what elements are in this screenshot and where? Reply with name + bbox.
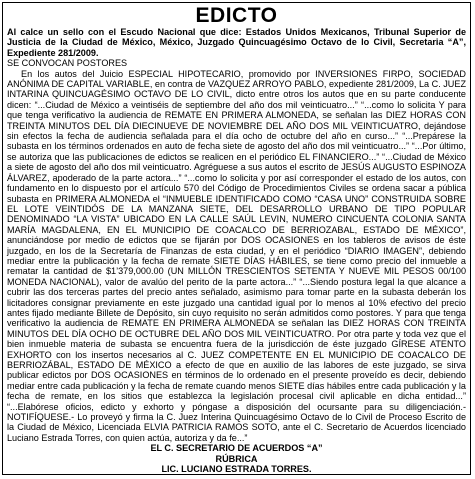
signature-title: EL C. SECRETARIO DE ACUERDOS “A” — [150, 443, 323, 454]
edict-body: En los autos del Juicio ESPECIAL HIPOTECARIO, promovido por INVERSIONES FIRPO, SOCIEDAD ANÓNIMA DE CAPITAL VARIABLE, en contra de VAZQUEZ ARROYO PABLO, expediente 281/2009, La C. JUEZ INTARINA QUINCUAGÉSIMO OCTAVO DE LO CIVIL, dicto entre otros los autos que en su parte conducente dicen: “...Ciudad de México a veintiséis de septiembre del año dos mil veinticuatro...” “...como lo solicita Y para que tenga verificativo la audiencia de REMATE EN PRIMERA ALMONEDA, se señalan las DIEZ HORAS CON TREINTA MINUTOS DEL DÍA DIECINUEVE DE NOVIEMBRE DEL AÑO DOS MIL VEINTICUATRO, dejándose sin efectos la fecha de audiencia señalada para el día ocho de octubre del año en curso...” “...Prepárese la subasta en los términos ordenados en auto de fecha siete de agosto del año dos mil veinticuatro...” “...Por último, se autoriza que las publicaciones de edictos se realicen en el periódico EL FINANCIERO...” “...Ciudad de México a siete de agosto del año dos mil veinticuatro. Agréguese a sus autos el escrito de JESÚS AUGUSTO ESPINOZA ÁLVAREZ, apoderado de la parte actora...” “...como lo solicita y por así corresponder el estado de los autos, con fundamento en lo dispuesto por el artículo 570 del Código de Procedimientos Civiles se ordena sacar a pública subasta en PRIMERA ALMONEDA el “INMUEBLE IDENTIFICADO COMO “CASA UNO” CONSTRUIDA SOBRE EL LOTE VEINTIDÓS DE LA MANZANA SIETE, DEL DESARROLLO URBANO DE TIPO POPULAR DENOMINADO “LA VISTA” UBICADO EN LA CALLE SAÚL LEVIN, NUMERO CINCUENTA COLONIA SANTA MARÍA MAGDALENA, EN EL MUNICIPIO DE COACALCO DE BERRIOZABAL, ESTADO DE MÉXICO”, anunciándose por medio de edictos que se fijarán por DOS OCASIONES en los tableros de avisos de éste juzgado, en los de la Secretaría de Finanzas de esta ciudad, y en el periódico “DIARIO IMAGEN”, debiendo mediar entre la publicación y la fecha de remate SIETE DÍAS HÁBILES, se tiene como precio del inmueble a rematar la cantidad de $1’379,000.00 (UN MILLÓN TRESCIENTOS SETENTA Y NUEVE MIL PESOS 00/100 MONEDA NACIONAL), valor de avalúo del perito de la parte actora...” “...Siendo postura legal la que alcance a cubrir las dos terceras partes del precio antes señalado, asimismo para tomar parte en la subasta deberán los licitadores consignar previamente en este juzgado una cantidad igual por lo menos al 10% efectivo del precio antes fijado mediante Billete de Depósito, sin cuyo requisito no serán admitidos como postores. Y para que tenga verificativo la audiencia de REMATE EN PRIMERA ALMONEDA se señalan las DIEZ HORAS CON TREINTA MINUTOS DEL DÍA OCHO DE OCTUBRE DEL AÑO DOS MIL VEINTICUATRO. Por otra parte y toda vez que el bien inmueble materia de subasta se encuentra fuera de la jurisdicción de éste juzgado GÍRESE ATENTO EXHORTO con los insertos necesarios al C. JUEZ COMPETENTE EN EL MUNICIPIO DE COACALCO DE BERRIOZÁBAL, ESTADO DE MÉXICO a efecto de que en auxilio de las labores de este juzgado, se sirva publicar edictos por DOS OCASIONES en términos de lo ordenado en el presente proveído es decir, debiendo mediar entre cada publicación y la fecha de remate cuando menos SIETE días hábiles entre cada publicación y la fecha de remate, en los sitios que establezca la legislación procesal civil aplicable en dicha entidad...” “...Elabórese oficios, edicto y exhorto y póngase a disposición del ocursante para su diligenciación.- NOTIFÍQUESE.- Lo proveyó y firma la C. Juez Interina Quincuagésimo Octavo de lo Civil de Proceso Escrito de la Ciudad de México, Licenciada ELVIA PATRICIA RAMOS SOTO, ante el C. Secretario de Acuerdos licenciado Luciano Estrada Torres, con quien actúa, autoriza y da fe...” — [7, 68, 466, 443]
signature-name: LIC. LUCIANO ESTRADA TORRES. — [161, 464, 312, 475]
edict-notice — [2, 2, 471, 475]
seal-header: Al calce un sello con el Escudo Nacional que dice: Estados Unidos Mexicanos, Tribunal Superior de Justicia de la Ciudad de México, México, Juzgado Quincuagésimo Octavo de lo Civil, Secretaria “A”, Expediente 281/2009. — [7, 27, 466, 58]
document-title: EDICTO — [195, 4, 278, 27]
convocation-line: SE CONVOCAN POSTORES — [7, 58, 128, 69]
signature-rubric: RÚBRICA — [215, 453, 258, 464]
